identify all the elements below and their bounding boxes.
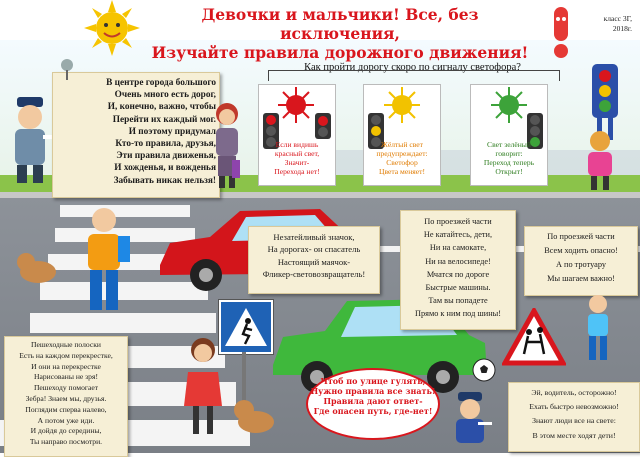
poem-zebra-line: Нарисованы не зря! <box>34 372 98 382</box>
girl-with-flowers-figure <box>180 336 226 440</box>
green-light-panel <box>470 84 548 186</box>
red-text-line: Значит- <box>284 158 310 167</box>
poem-city-line: Очень много есть дорог, <box>114 90 216 101</box>
poem-city-line: В центре города большого <box>106 78 216 88</box>
poem-street-line: Прямо к ним под шины! <box>415 309 501 319</box>
small-dog-figure <box>230 396 280 438</box>
class-label: класс 3Г, <box>603 14 632 23</box>
green-light-text <box>471 140 547 176</box>
speech-line: Где опасен путь, где-нет! <box>313 406 433 416</box>
poem-sidewalk-card <box>524 226 638 296</box>
poem-zebra-line: Ты направо посмотри. <box>29 437 103 447</box>
yellow-light-panel <box>363 84 441 186</box>
page-title <box>150 5 530 62</box>
poem-zebra-line: Есть на каждом перекрестке, <box>19 350 113 360</box>
yellow-light-text <box>364 140 440 176</box>
poem-street-line: Мчатся по дороге <box>426 269 490 279</box>
poem-city-line: И поэтому придумал <box>128 126 216 137</box>
green-text-line: Переход теперь <box>483 158 535 167</box>
poem-reflector-line: На дорогах- он спасатель <box>267 244 361 255</box>
poem-street-line: По проезжей части <box>424 217 492 226</box>
running-child-figure <box>578 294 618 364</box>
speech-bubble <box>306 368 440 440</box>
poem-sidewalk-line: Всем ходить опасно! <box>544 246 618 255</box>
poem-city-line: Забывать никак нельзя! <box>113 175 216 186</box>
title-line-2: Изучайте правила дорожного движения! <box>151 43 529 62</box>
green-text-line: говорит: <box>495 149 523 158</box>
child-policeman-figure <box>448 392 492 452</box>
poem-zebra-card <box>4 336 128 457</box>
poem-driver-card <box>508 382 640 452</box>
red-text-line: красный свет, <box>274 149 320 158</box>
red-sun-icon <box>278 87 314 123</box>
poem-driver-line: Эй, водитель, осторожно! <box>531 388 617 397</box>
pushpin-icon <box>58 58 76 80</box>
poem-zebra-line: Зебра! Знаем мы, друзья. <box>25 393 107 403</box>
poem-reflector-card <box>248 226 380 294</box>
red-light-panel <box>258 84 336 186</box>
speech-line: Нужно правила все знать! <box>310 386 436 396</box>
poem-driver-line: Знают люди все на свете: <box>532 416 616 426</box>
poem-reflector-line: Фликер-световозвращатель! <box>262 269 366 280</box>
title-line-1: Девочки и мальчики! Все, без исключения, <box>201 5 479 43</box>
sun-mascot <box>84 0 140 56</box>
year-label: 2018г. <box>612 24 632 33</box>
green-text-line: Свет зелёный <box>487 140 531 149</box>
poem-driver-line: Ехать быстро невозможно! <box>529 402 619 412</box>
green-text-line: Открыт! <box>495 167 523 176</box>
yellow-text-line: предупреждает: <box>376 149 428 158</box>
poem-zebra-line: И дойдя до середины, <box>30 426 102 436</box>
poem-street-line: Быстрые машины. <box>425 283 491 293</box>
pedestrian-light-red-icon <box>315 113 331 139</box>
poem-driver-line: В этом месте ходят дети! <box>532 430 616 440</box>
girl-figure <box>210 100 244 190</box>
poem-zebra-line: Пешеходу помогает <box>33 383 99 393</box>
soccer-ball-icon <box>472 358 496 382</box>
poem-zebra-line: Поглядим сперва налево, <box>25 404 107 414</box>
poem-street-line: Ни на самокате, <box>429 243 487 253</box>
pedestrian-icon <box>221 302 271 352</box>
poem-city-card <box>52 72 220 198</box>
poem-city-line: Эти правила движенья, <box>116 151 216 162</box>
poem-street-card <box>400 210 516 330</box>
poem-city-line: Перейти их каждый мог. <box>112 114 216 125</box>
yellow-text-line: Жёлтый свет <box>381 140 423 149</box>
poem-city-line: И хожденья, и вожденья <box>114 163 216 174</box>
question-bracket <box>268 70 560 81</box>
yellow-text-line: Цвета меняет! <box>378 167 426 176</box>
yellow-sun-icon <box>384 87 420 123</box>
green-sun-icon <box>491 87 527 123</box>
girl-with-bag-figure <box>580 130 620 192</box>
yellow-text-line: Светофор <box>386 158 418 167</box>
poem-reflector-line: Незатейливый значок, <box>273 232 355 242</box>
poem-zebra-line: А потом уже иди. <box>37 415 95 425</box>
boy-figure <box>74 206 134 318</box>
red-text-line: Если видишь <box>275 140 319 149</box>
exclamation-mascot-icon <box>548 5 574 60</box>
traffic-question: Как пройти дорогу скоро по сигналу светофора? <box>304 62 521 73</box>
poem-reflector-line: Настоящий маячок- <box>277 256 351 267</box>
red-text-line: Перехода нет! <box>274 167 320 176</box>
speech-line: Правила дают ответ- <box>323 396 423 406</box>
poem-street-line: Не катайтесь, дети, <box>423 230 493 240</box>
poem-zebra-line: И они на перекрестке <box>31 361 101 371</box>
poem-city-line: Кто-то правила, друзья, <box>115 139 216 150</box>
children-warning-sign <box>502 308 566 366</box>
poem-sidewalk-line: А по тротуару <box>555 260 607 269</box>
speech-line: Чтоб по улице гулять, <box>320 376 426 386</box>
poem-city-line: И, конечно, важно, чтобы <box>107 102 216 113</box>
poem-sidewalk-line: Мы шагаем важно! <box>547 274 615 283</box>
class-note <box>604 14 632 34</box>
dog-figure <box>14 250 62 288</box>
red-light-text <box>259 140 335 176</box>
poem-sidewalk-line: По проезжей части <box>547 232 615 241</box>
poem-street-line: Ни на велосипеде! <box>425 256 491 266</box>
policeman-figure <box>5 95 57 185</box>
poem-street-line: Там вы попадете <box>428 296 488 306</box>
poem-zebra-line: Пешеходные полоски <box>30 340 101 349</box>
